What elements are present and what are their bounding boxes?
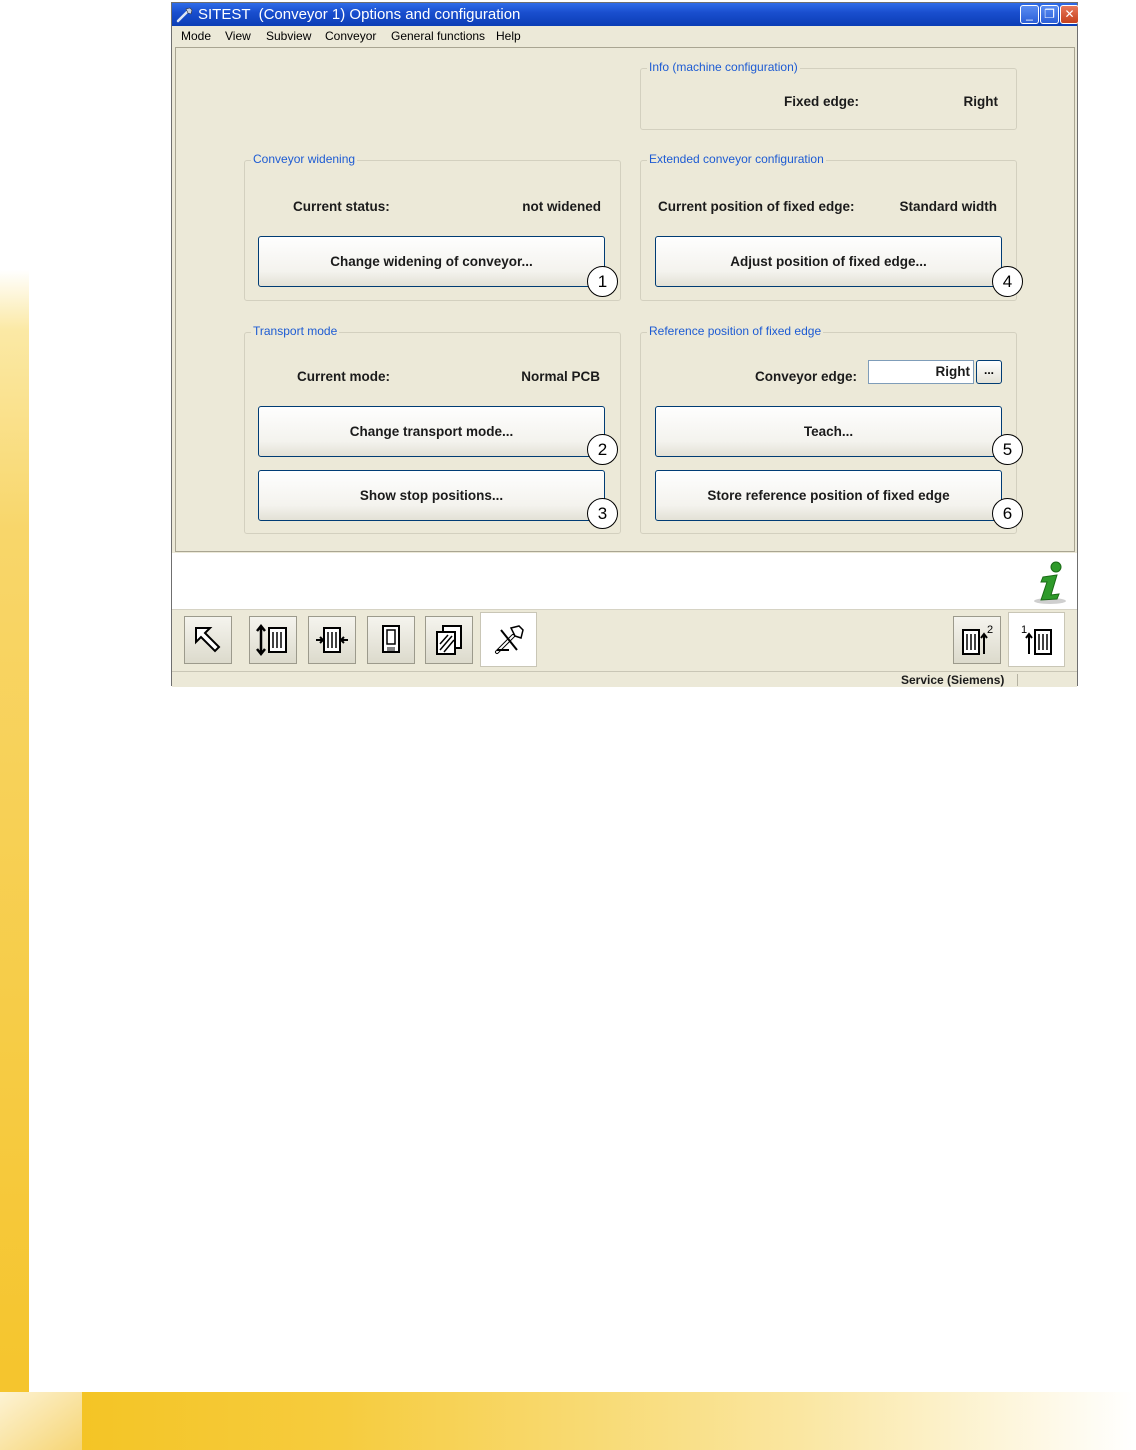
show-stop-positions-button[interactable]: Show stop positions... xyxy=(258,470,605,521)
menu-view[interactable]: View xyxy=(225,29,251,43)
message-area xyxy=(172,553,1077,609)
callout-2: 2 xyxy=(587,434,618,465)
menu-conveyor[interactable]: Conveyor xyxy=(325,29,377,43)
decorative-bottom-bar xyxy=(0,1392,1136,1450)
tools-config-icon xyxy=(491,622,527,658)
conveyor-width-icon xyxy=(255,622,291,658)
info-group xyxy=(640,60,1017,130)
menu-help[interactable]: Help xyxy=(496,29,521,43)
current-status-label: Current status: xyxy=(293,199,390,214)
lane-2-label: 2 xyxy=(987,624,994,636)
change-widening-button[interactable]: Change widening of conveyor... xyxy=(258,236,605,287)
conveyor-lane-2-icon xyxy=(959,622,995,658)
menu-mode[interactable]: Mode xyxy=(181,29,212,43)
fixed-edge-label: Fixed edge: xyxy=(784,94,860,109)
toolbar-conveyor-transport-button[interactable] xyxy=(308,616,356,664)
fixed-edge-position-label: Current position of fixed edge: xyxy=(658,199,855,214)
decorative-corner xyxy=(0,1392,82,1450)
current-status-value: not widened xyxy=(522,199,601,214)
title-bar[interactable] xyxy=(172,3,1077,26)
conveyor-stack-icon xyxy=(431,622,467,658)
menu-general-functions[interactable]: General functions xyxy=(391,29,486,43)
toolbar-conveyor-width-button[interactable] xyxy=(249,616,297,664)
status-bar xyxy=(172,671,1077,687)
conveyor-lane-1-icon xyxy=(1019,622,1055,658)
change-transport-mode-button[interactable]: Change transport mode... xyxy=(258,406,605,457)
maximize-button[interactable]: ❐ xyxy=(1040,5,1059,24)
app-window xyxy=(171,2,1078,686)
status-separator xyxy=(1017,674,1018,686)
adjust-fixed-edge-button[interactable]: Adjust position of fixed edge... xyxy=(655,236,1002,287)
decorative-left-bar xyxy=(0,270,29,1450)
menu-bar xyxy=(172,26,1077,45)
menu-subview[interactable]: Subview xyxy=(266,29,312,43)
extended-configuration-title: Extended conveyor configuration xyxy=(649,152,824,166)
lane-1-label: 1 xyxy=(1020,623,1027,636)
conveyor-edge-browse-button[interactable]: ... xyxy=(976,360,1002,384)
conveyor-widening-title: Conveyor widening xyxy=(253,152,356,166)
toolbar-tools-config-button[interactable] xyxy=(480,612,537,667)
minimize-button[interactable]: _ xyxy=(1020,5,1039,24)
toolbar-lane-2-button[interactable] xyxy=(953,616,1001,664)
app-tool-icon xyxy=(176,6,194,23)
toolbar-back-button[interactable] xyxy=(184,616,232,664)
current-user: Service (Siemens) xyxy=(901,673,1005,687)
conveyor-transport-icon xyxy=(314,622,350,658)
transport-mode-title: Transport mode xyxy=(253,324,338,338)
arrow-pointer-icon xyxy=(190,622,226,658)
callout-6: 6 xyxy=(992,498,1023,529)
conveyor-board-icon xyxy=(373,622,409,658)
current-mode-value: Normal PCB xyxy=(521,369,600,384)
callout-5: 5 xyxy=(992,434,1023,465)
callout-4: 4 xyxy=(992,266,1023,297)
fixed-edge-value: Right xyxy=(963,94,998,109)
toolbar-lane-1-button[interactable] xyxy=(1008,612,1065,667)
conveyor-edge-field[interactable]: Right xyxy=(868,360,974,384)
window-title: SITEST (Conveyor 1) Options and configuration xyxy=(198,6,521,23)
conveyor-edge-label: Conveyor edge: xyxy=(755,369,858,384)
info-icon[interactable] xyxy=(1030,559,1072,605)
toolbar-conveyor-board-button[interactable] xyxy=(367,616,415,664)
teach-button[interactable]: Teach... xyxy=(655,406,1002,457)
info-group-title: Info (machine configuration) xyxy=(649,60,798,74)
bottom-toolbar xyxy=(172,609,1077,672)
callout-1: 1 xyxy=(587,266,618,297)
store-reference-position-button[interactable]: Store reference position of fixed edge xyxy=(655,470,1002,521)
close-button[interactable]: ✕ xyxy=(1060,5,1079,24)
current-mode-label: Current mode: xyxy=(297,369,391,384)
reference-position-title: Reference position of fixed edge xyxy=(649,324,822,338)
fixed-edge-position-value: Standard width xyxy=(899,199,997,214)
configuration-panel xyxy=(175,47,1075,552)
toolbar-conveyor-stack-button[interactable] xyxy=(425,616,473,664)
callout-3: 3 xyxy=(587,498,618,529)
